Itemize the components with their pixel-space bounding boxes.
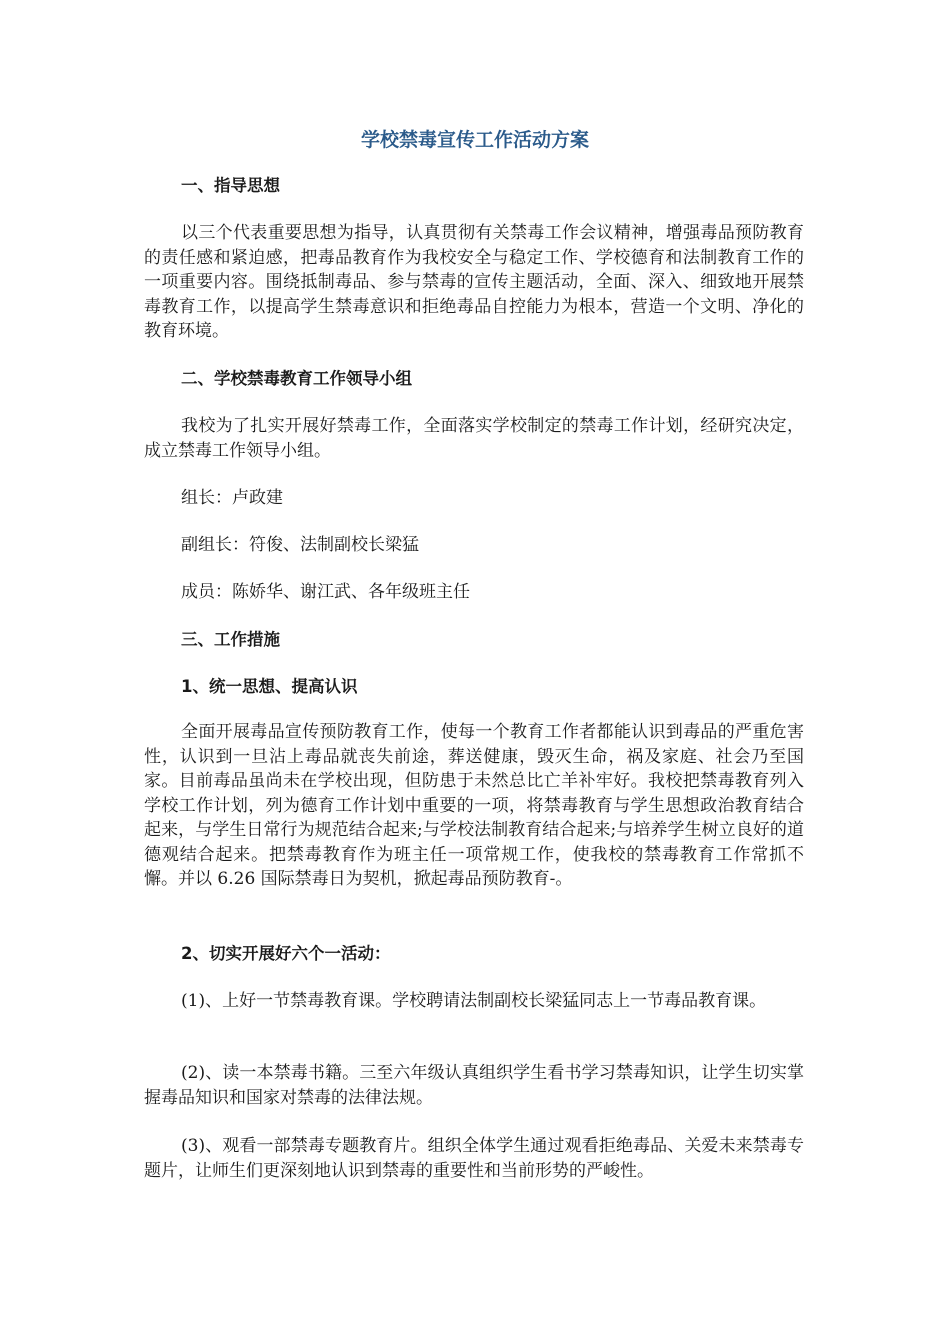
activity-item-3: (3)、观看一部禁毒专题教育片。组织全体学生通过观看拒绝毒品、关爱未来禁毒专题片，让师生们更深刻地认识到禁毒的重要性和当前形势的严峻性。	[144, 1136, 804, 1181]
section-heading-work-measures: 三、工作措施	[181, 630, 280, 649]
section-heading-leadership-group: 二、学校禁毒教育工作领导小组	[181, 369, 412, 388]
vice-leader-line: 副组长：符俊、法制副校长梁猛	[181, 535, 419, 555]
paragraph-guiding-thought: 以三个代表重要思想为指导，认真贯彻有关禁毒工作会议精神，增强毒品预防教育的责任感和紧迫感，把毒品教育作为我校安全与稳定工作、学校德育和法制教育工作的一项重要内容。围绕抵制毒品、参与禁毒的宣传主题活动，全面、深入、细致地开展禁毒教育工作，以提高学生禁毒意识和拒绝毒品自控能力为根本，营造一个文明、净化的教育环境。	[144, 223, 804, 341]
paragraph-measure-1: 全面开展毒品宣传预防教育工作，使每一个教育工作者都能认识到毒品的严重危害性，认识到一旦沾上毒品就丧失前途，葬送健康，毁灭生命，祸及家庭、社会乃至国家。目前毒品虽尚未在学校出现，但防患于未然总比亡羊补牢好。我校把禁毒教育列入学校工作计划，列为德育工作计划中重要的一项，将禁毒教育与学生思想政治教育结合起来，与学生日常行为规范结合起来;与学校法制教育结合起来;与培养学生树立良好的道德观结合起来。把禁毒教育作为班主任一项常规工作，使我校的禁毒教育工作常抓不懈。并以 6.26 国际禁毒日为契机，掀起毒品预防教育-。	[144, 722, 804, 889]
document-title: 学校禁毒宣传工作活动方案	[360, 129, 589, 151]
activity-item-1: (1)、上好一节禁毒教育课。学校聘请法制副校长梁猛同志上一节毒品教育课。	[181, 991, 767, 1011]
section-heading-guiding-thought: 一、指导思想	[181, 176, 280, 195]
activity-item-2: (2)、读一本禁毒书籍。三至六年级认真组织学生看书学习禁毒知识，让学生切实掌握毒品知识和国家对禁毒的法律法规。	[144, 1063, 804, 1108]
measure-heading-1: 1、统一思想、提高认识	[181, 677, 358, 696]
measure-heading-2: 2、切实开展好六个一活动：	[181, 944, 391, 963]
paragraph-leadership-group: 我校为了扎实开展好禁毒工作，全面落实学校制定的禁毒工作计划，经研究决定，成立禁毒工作领导小组。	[144, 416, 804, 461]
leader-line: 组长：卢政建	[181, 488, 283, 508]
members-line: 成员：陈娇华、谢江武、各年级班主任	[181, 582, 470, 602]
